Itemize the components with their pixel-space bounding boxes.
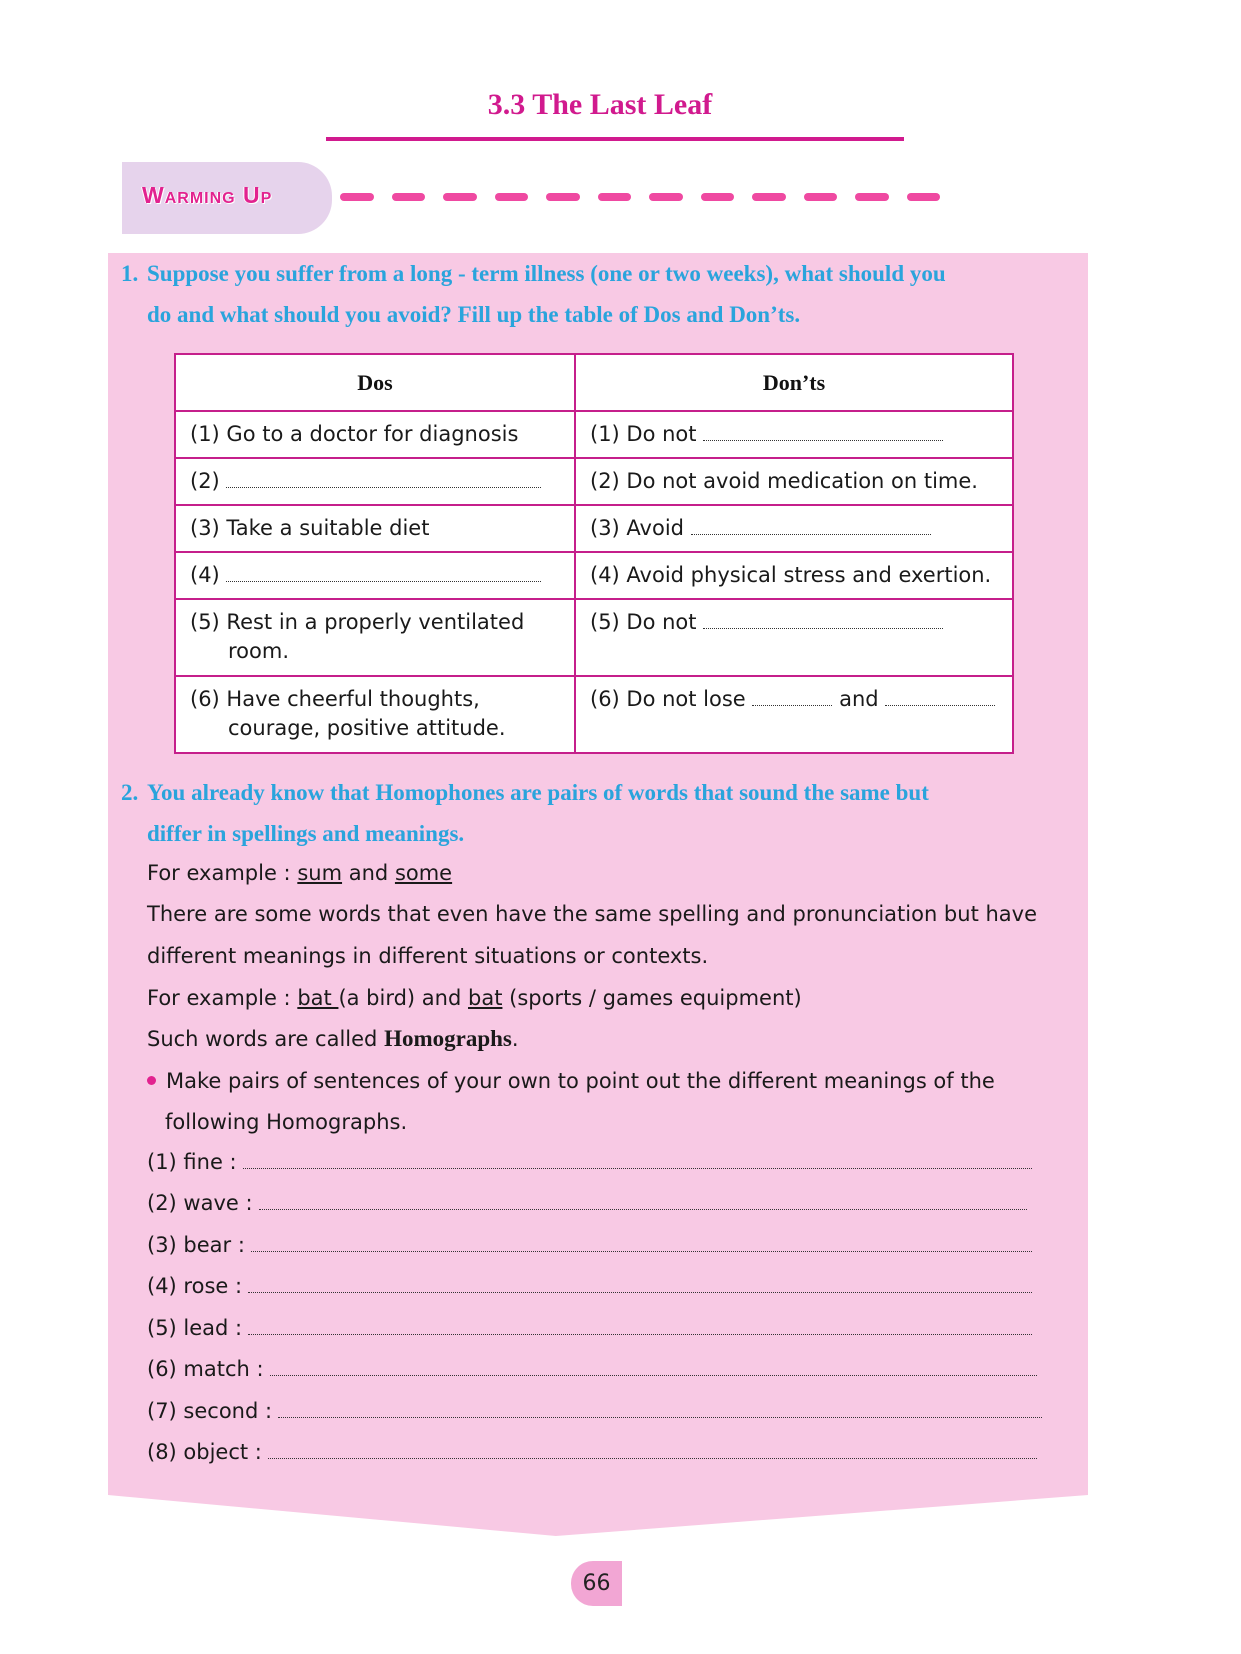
warming-up-label: Warming Up (142, 182, 273, 208)
homograph-row-5[interactable]: (5) lead : (147, 1316, 1032, 1340)
bullet-icon (147, 1076, 156, 1085)
header-donts: Don’ts (575, 354, 1013, 411)
page-number: 66 (571, 1561, 622, 1606)
dos-cell-3: (3) Take a suitable diet (175, 505, 575, 552)
donts-cell-3[interactable]: (3) Avoid (575, 505, 1013, 552)
homograph-row-8[interactable]: (8) object : (147, 1440, 1037, 1464)
decorative-dashes (340, 193, 940, 203)
homographs-definition: Such words are called Homographs. (147, 1026, 519, 1051)
donts-cell-5[interactable]: (5) Do not (575, 599, 1013, 676)
homograph-row-6[interactable]: (6) match : (147, 1357, 1037, 1381)
example-homographs: For example : bat (a bird) and bat (sports / games equipment) (147, 986, 802, 1010)
paragraph-line-1: There are some words that even have the same spelling and pronunciation but have (147, 902, 1038, 926)
bullet-instruction: Make pairs of sentences of your own to point out the different meanings of the (147, 1066, 995, 1096)
dos-cell-5: (5) Rest in a properly ventilated room. (175, 599, 575, 676)
title-underline (326, 137, 904, 141)
dos-cell-1: (1) Go to a doctor for diagnosis (175, 411, 575, 458)
donts-cell-1[interactable]: (1) Do not (575, 411, 1013, 458)
homograph-row-4[interactable]: (4) rose : (147, 1274, 1032, 1298)
question-2-number: 2. (121, 780, 139, 805)
dos-cell-2[interactable]: (2) (175, 458, 575, 505)
homograph-row-1[interactable]: (1) fine : (147, 1150, 1032, 1174)
homograph-row-3[interactable]: (3) bear : (147, 1233, 1032, 1257)
example-homophones: For example : sum and some (147, 861, 453, 885)
donts-cell-2: (2) Do not avoid medication on time. (575, 458, 1013, 505)
dos-cell-6: (6) Have cheerful thoughts, courage, positive attitude. (175, 676, 575, 753)
question-1-line2: do and what should you avoid? Fill up the table of Dos and Don’ts. (147, 302, 801, 327)
page-title: 3.3 The Last Leaf (487, 88, 713, 121)
paragraph-line-2: different meanings in different situations or contexts. (147, 944, 709, 968)
dos-cell-4[interactable]: (4) (175, 552, 575, 599)
question-1-number: 1. (121, 261, 139, 286)
question-2-line2: differ in spellings and meanings. (147, 821, 465, 846)
question-1 (121, 253, 1041, 335)
bullet-instruction-cont: following Homographs. (165, 1110, 408, 1134)
homograph-row-7[interactable]: (7) second : (147, 1399, 1042, 1423)
donts-cell-6[interactable]: (6) Do not lose and (575, 676, 1013, 753)
donts-cell-4: (4) Avoid physical stress and exertion. (575, 552, 1013, 599)
question-2 (121, 772, 1041, 854)
question-1-line1: Suppose you suffer from a long - term illness (one or two weeks), what should you (147, 261, 946, 286)
header-dos: Dos (175, 354, 575, 411)
question-2-line1: You already know that Homophones are pairs of words that sound the same but (147, 780, 929, 805)
homograph-row-2[interactable]: (2) wave : (147, 1191, 1027, 1215)
dos-donts-table (174, 353, 1014, 754)
